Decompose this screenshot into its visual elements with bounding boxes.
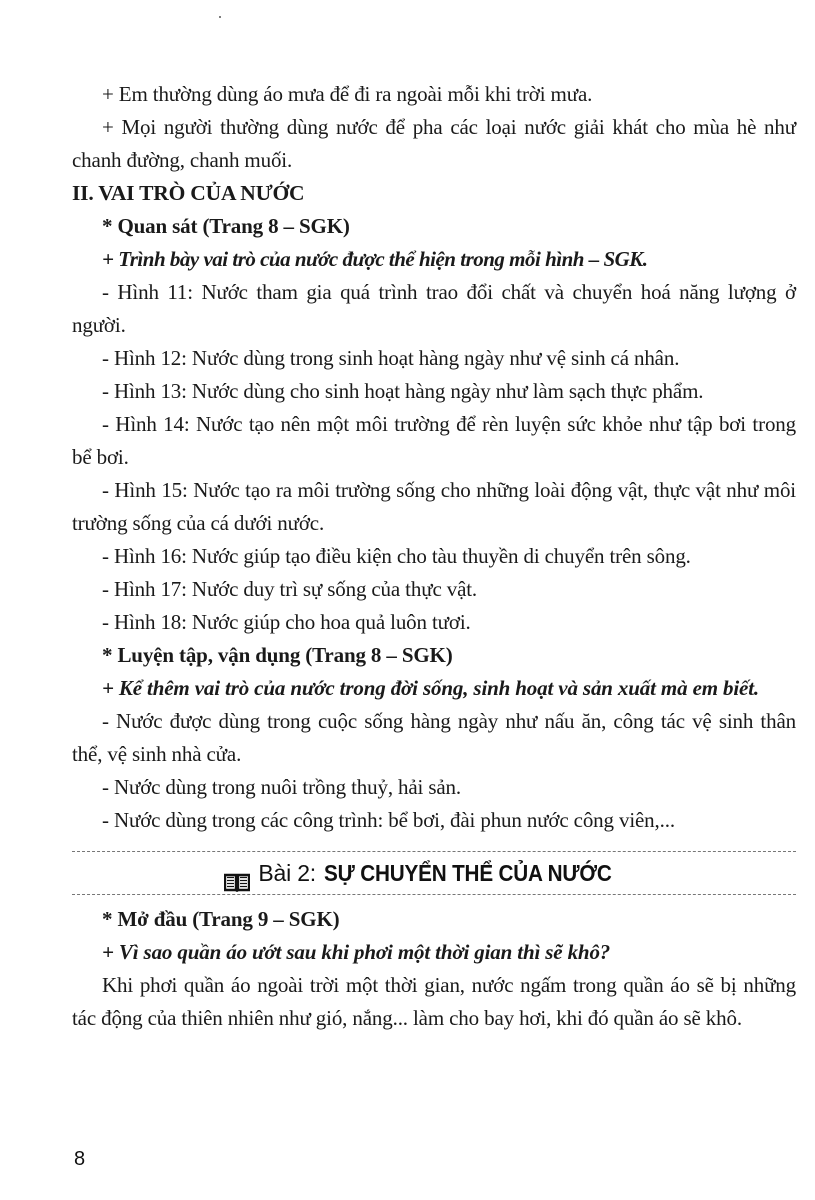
opening-answer: Khi phơi quần áo ngoài trời một thời gian, nước ngấm trong quần áo sẽ bị những tác động của thiên nhiên như gió, nắng... làm cho bay hơi, khi đó quần áo sẽ khô. [72,973,796,1030]
lesson-body [72,903,796,1035]
observe-question: + Trình bày vai trò của nước được thể hiện trong mỗi hình – SGK. [102,247,648,271]
section-heading: II. VAI TRÒ CỦA NƯỚC [72,181,305,205]
scan-speck [219,16,221,18]
page-number: 8 [74,1148,86,1170]
opening-label: * Mở đầu (Trang 9 – SGK) [102,907,340,931]
practice-question: + Kể thêm vai trò của nước trong đời sống, sinh hoạt và sản xuất mà em biết. [102,676,760,700]
intro-item: + Mọi người thường dùng nước để pha các loại nước giải khát cho mùa hè như chanh đường, chanh muối. [72,115,796,172]
practice-label: * Luyện tập, vận dụng (Trang 8 – SGK) [102,643,453,667]
lesson-prefix: Bài 2: [258,860,316,886]
observe-answer: - Hình 16: Nước giúp tạo điều kiện cho tàu thuyền di chuyển trên sông. [102,544,691,568]
opening-question: + Vì sao quần áo ướt sau khi phơi một thời gian thì sẽ khô? [102,940,611,964]
observe-answer: - Hình 17: Nước duy trì sự sống của thực vật. [102,577,478,601]
divider-bottom [72,894,796,895]
open-book-icon [224,863,250,883]
observe-answer: - Hình 15: Nước tạo ra môi trường sống cho những loài động vật, thực vật như môi trường sống của cá dưới nước. [72,478,796,535]
observe-answer: - Hình 18: Nước giúp cho hoa quả luôn tươi. [102,610,471,634]
observe-label: * Quan sát (Trang 8 – SGK) [102,214,350,238]
practice-answer: - Nước dùng trong các công trình: bể bơi, đài phun nước công viên,... [102,808,675,832]
page-content [72,78,796,1035]
observe-answer: - Hình 14: Nước tạo nên một môi trường để rèn luyện sức khỏe như tập bơi trong bể bơi. [72,412,796,469]
lesson-banner [72,851,796,895]
lesson-title [72,852,796,894]
intro-item: + Em thường dùng áo mưa để đi ra ngoài mỗi khi trời mưa. [102,82,593,106]
practice-answer: - Nước dùng trong nuôi trồng thuỷ, hải sản. [102,775,461,799]
practice-answer: - Nước được dùng trong cuộc sống hàng ngày như nấu ăn, công tác vệ sinh thân thể, vệ sinh nhà cửa. [72,709,796,766]
observe-answer: - Hình 11: Nước tham gia quá trình trao đổi chất và chuyển hoá năng lượng ở người. [72,280,796,337]
lesson-name: SỰ CHUYỂN THỂ CỦA NƯỚC [324,860,612,886]
observe-answer: - Hình 12: Nước dùng trong sinh hoạt hàng ngày như vệ sinh cá nhân. [102,346,680,370]
observe-answer: - Hình 13: Nước dùng cho sinh hoạt hàng ngày như làm sạch thực phẩm. [102,379,704,403]
